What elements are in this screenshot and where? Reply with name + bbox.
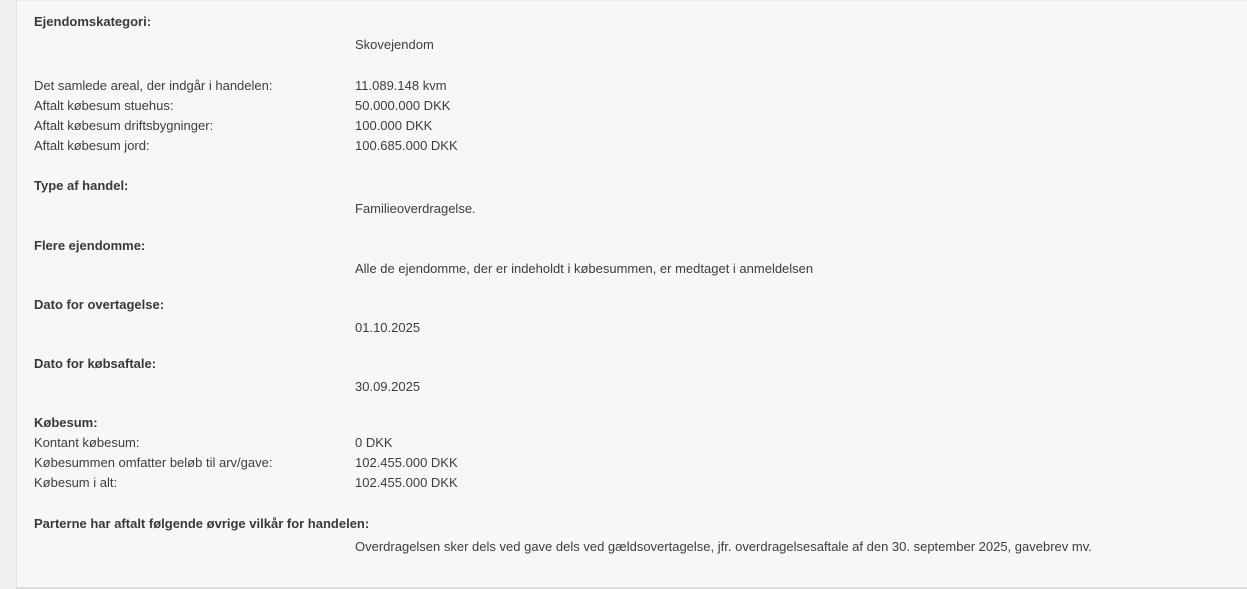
section-label: Ejendomskategori: xyxy=(34,14,152,29)
field-value: 100.000 DKK xyxy=(355,118,433,133)
section-koebesum xyxy=(34,413,1227,493)
field-value: 50.000.000 DKK xyxy=(355,98,451,113)
section-value: Alle de ejendomme, der er indeholdt i købesummen, er medtaget i anmeldelsen xyxy=(355,261,814,276)
section-label: Flere ejendomme: xyxy=(34,238,146,253)
field-rows xyxy=(34,76,1227,156)
field-label: Købesum i alt: xyxy=(34,475,118,490)
field-value: 100.685.000 DKK xyxy=(355,138,458,153)
field-label: Kontant købesum: xyxy=(34,435,140,450)
field-rows xyxy=(34,433,1227,493)
field-label: Aftalt købesum jord: xyxy=(34,138,150,153)
field-value: 102.455.000 DKK xyxy=(355,475,458,490)
field-row xyxy=(34,473,1227,493)
section-label: Dato for købsaftale: xyxy=(34,356,157,371)
section-flere-ejendomme xyxy=(34,236,1227,279)
field-value: 11.089.148 kvm xyxy=(355,78,447,93)
section-label: Købesum: xyxy=(34,415,98,430)
section-dato-for-overtagelse xyxy=(34,295,1227,338)
section-label: Parterne har aftalt følgende øvrige vilkår for handelen: xyxy=(34,516,370,531)
field-value: 102.455.000 DKK xyxy=(355,455,458,470)
field-label: Købesummen omfatter beløb til arv/gave: xyxy=(34,455,273,470)
field-row xyxy=(34,76,1227,96)
field-row xyxy=(34,453,1227,473)
field-label: Aftalt købesum stuehus: xyxy=(34,98,174,113)
section-label: Type af handel: xyxy=(34,178,129,193)
deal-details-content xyxy=(17,1,1247,557)
property-deal-summary-panel xyxy=(16,0,1247,589)
section-label: Dato for overtagelse: xyxy=(34,297,165,312)
section-value: Overdragelsen sker dels ved gave dels ved gældsovertagelse, jfr. overdragelsesaftale af den 30. september 2025, gavebrev mv. xyxy=(355,539,1092,554)
section-value: Skovejendom xyxy=(355,37,434,52)
field-row xyxy=(34,136,1227,156)
field-row xyxy=(34,116,1227,136)
section-ejendomskategori xyxy=(34,12,1227,156)
section-type-af-handel xyxy=(34,176,1227,219)
field-value: 0 DKK xyxy=(355,435,393,450)
field-label: Det samlede areal, der indgår i handelen: xyxy=(34,78,273,93)
field-row xyxy=(34,433,1227,453)
section-value: Familieoverdragelse. xyxy=(355,201,476,216)
section-oevrige-vilkaar xyxy=(34,514,1227,557)
section-value: 01.10.2025 xyxy=(355,320,421,335)
field-label: Aftalt købesum driftsbygninger: xyxy=(34,118,214,133)
section-value: 30.09.2025 xyxy=(355,379,421,394)
field-row xyxy=(34,96,1227,116)
section-dato-for-koebsaftale xyxy=(34,354,1227,397)
